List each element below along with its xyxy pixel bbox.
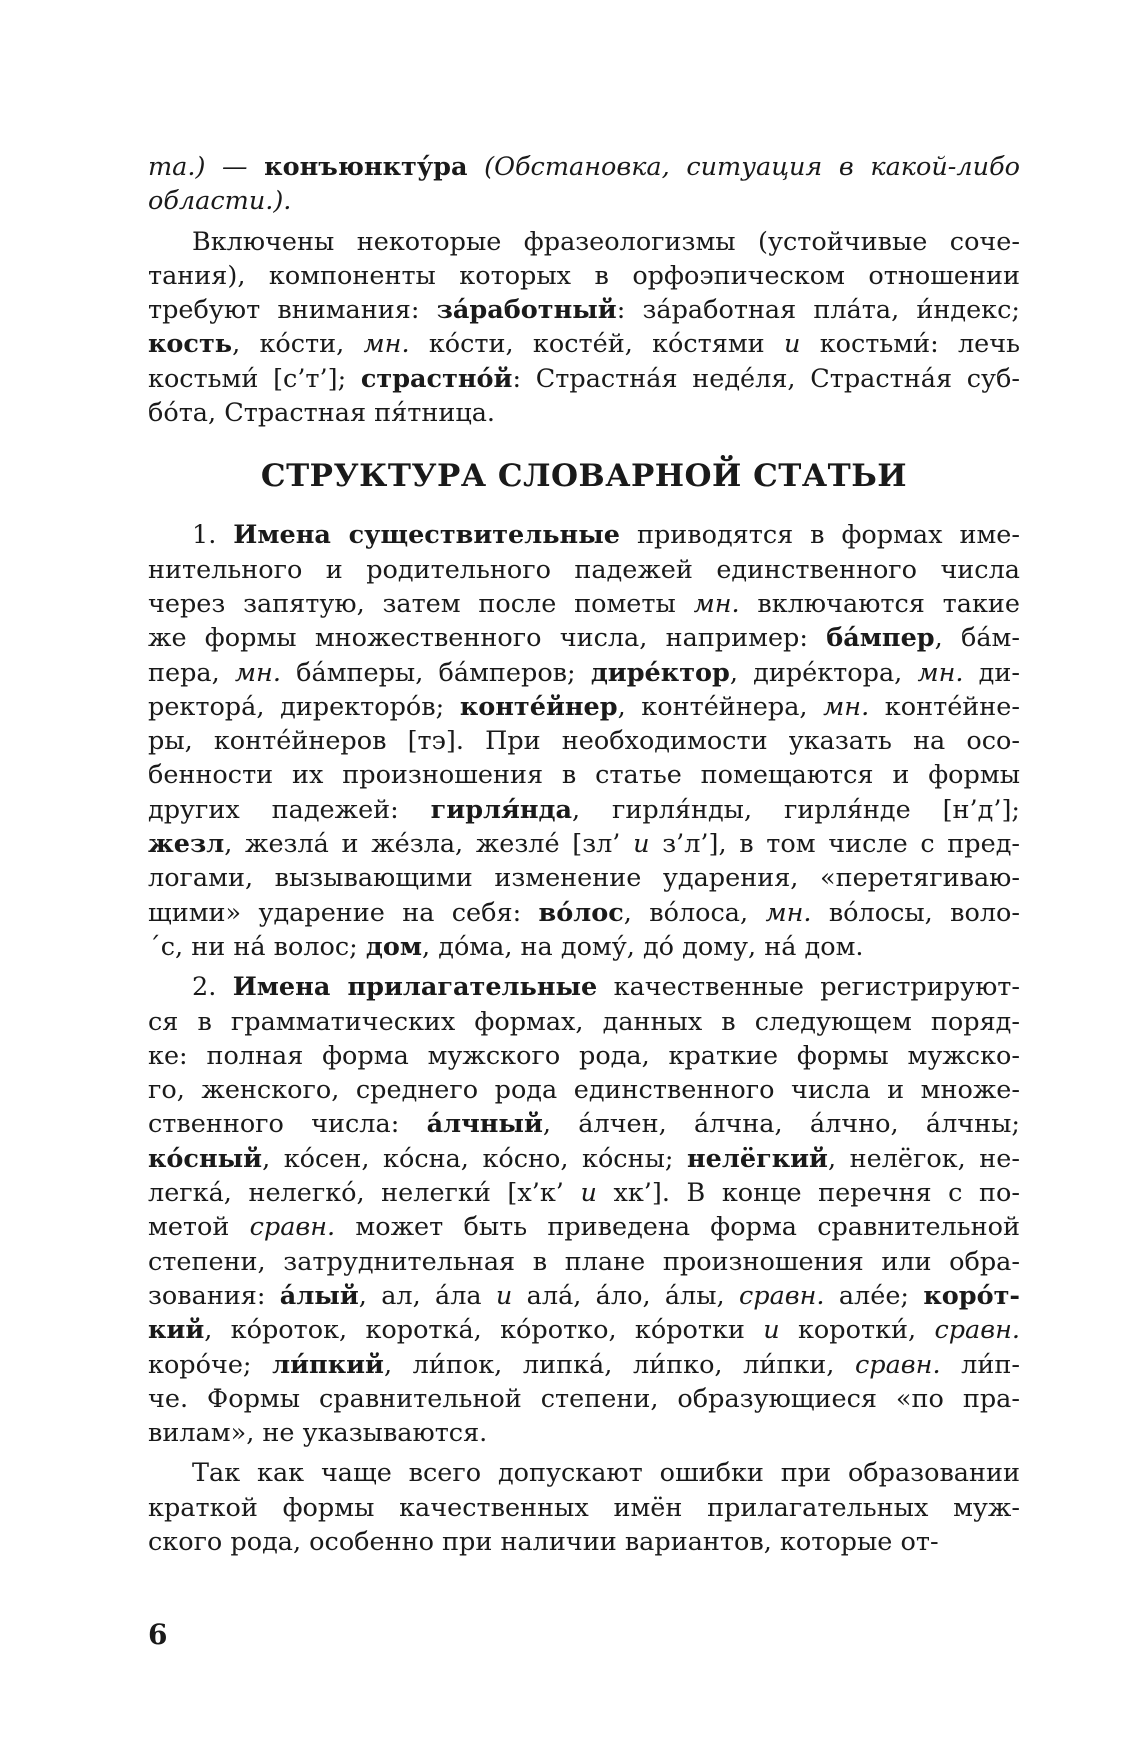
italic-note: мн.	[693, 588, 740, 619]
text-run: щими» ударение на себя:	[148, 897, 539, 928]
italic-note: мн.	[917, 657, 964, 688]
text-line	[148, 259, 1020, 293]
text-line	[148, 827, 1020, 861]
text-run: Включены некоторые фразеологизмы (устойчивые соче-	[192, 226, 1020, 257]
text-line	[148, 396, 1020, 430]
italic-note: и	[783, 329, 801, 360]
text-run: ала́, а́ло, а́лы,	[512, 1280, 739, 1311]
italic-note: (Обстановка, ситуация в какой-либо	[467, 152, 1020, 182]
text-line	[148, 758, 1020, 792]
text-line	[148, 656, 1020, 690]
italic-note: мн.	[823, 691, 870, 722]
headword: ли́пкий	[272, 1349, 384, 1380]
paragraph-p4	[148, 1456, 1020, 1559]
text-run: , дире́ктора,	[729, 657, 918, 688]
text-run: ба́мперы, ба́мперов;	[280, 657, 591, 688]
text-run: , гирля́нды, гирля́нде [н’д’];	[572, 794, 1020, 825]
text-run: степени, затруднительная в плане произношения или обра-	[148, 1246, 1020, 1277]
text-run: ´с, ни на́ волос;	[148, 931, 366, 962]
headword: а́лчный	[426, 1109, 543, 1140]
headword: Имена прилагательные	[232, 972, 598, 1003]
text-run: других падежей:	[148, 794, 431, 825]
text-run: бенности их произношения в статье помещаются и формы	[148, 760, 1020, 791]
text-line	[148, 1176, 1020, 1210]
text-line	[148, 1039, 1020, 1073]
text-run: логами, вызывающими изменение ударения, «перетягиваю-	[148, 863, 1020, 894]
text-run: коро́че;	[148, 1349, 273, 1380]
text-run: во́лосы, воло-	[811, 897, 1020, 928]
italic-note: сравн.	[249, 1212, 336, 1243]
text-line	[148, 518, 1020, 552]
text-line	[148, 1245, 1020, 1279]
text-run: з’л’], в том числе с пред-	[649, 829, 1021, 860]
text-run: 2.	[192, 972, 233, 1003]
text-run: конте́йне-	[869, 691, 1020, 722]
italic-note: мн.	[363, 329, 410, 360]
text-run: через запятую, затем после пометы	[148, 588, 694, 619]
text-line	[148, 1073, 1020, 1107]
italic-note: и	[763, 1315, 780, 1346]
italic-note: и	[580, 1178, 597, 1209]
text-line	[148, 1348, 1020, 1382]
text-run: , ко́роток, коротка́, ко́ротко, ко́ротки	[204, 1315, 764, 1346]
text-line	[148, 1279, 1020, 1313]
italic-note: та.) —	[148, 152, 265, 182]
italic-note: сравн.	[934, 1315, 1020, 1346]
text-line	[148, 1005, 1020, 1039]
text-run: вилам», не указываются.	[148, 1418, 488, 1449]
headword: ба́мпер	[826, 623, 935, 654]
text-run: ственного числа:	[148, 1109, 427, 1140]
text-run: хк’]. В конце перечня с по-	[596, 1178, 1020, 1209]
headword: ко́сный	[148, 1143, 263, 1174]
text-run: краткой формы качественных имён прилагательных муж-	[148, 1492, 1020, 1523]
text-line	[148, 690, 1020, 724]
text-run: : Страстна́я неде́ля, Страстна́я суб-	[512, 363, 1020, 394]
text-run: , ко́сен, ко́сна, ко́сно, ко́сны;	[262, 1143, 688, 1174]
text-run: , ли́пок, липка́, ли́пко, ли́пки,	[383, 1349, 855, 1380]
text-run: , ба́м-	[934, 623, 1021, 654]
text-line	[148, 150, 1020, 184]
paragraph-p3	[148, 970, 1020, 1450]
text-run: , ко́сти,	[232, 329, 364, 360]
text-run: ке: полная форма мужского рода, краткие формы мужско-	[148, 1040, 1020, 1071]
text-run: пера,	[148, 657, 235, 688]
italic-note: сравн.	[855, 1349, 941, 1380]
italic-note: мн.	[234, 657, 281, 688]
text-line	[148, 184, 1020, 218]
italic-note: мн.	[765, 897, 812, 928]
text-run: легка́, нелегко́, нелегки́ [х’к’	[148, 1178, 581, 1209]
text-line	[148, 1491, 1020, 1525]
page-body	[148, 150, 1020, 1559]
text-line	[148, 1210, 1020, 1244]
text-run: , ал, а́ла	[358, 1280, 496, 1311]
section-heading: СТРУКТУРА СЛОВАРНОЙ СТАТЬИ	[260, 458, 908, 495]
text-run: Так как чаще всего допускают ошибки при образовании	[192, 1458, 1020, 1489]
text-line	[148, 793, 1020, 827]
headword: нелёгкий	[687, 1143, 828, 1174]
text-run: нительного и родительного падежей единственного числа	[148, 554, 1020, 585]
text-run: качественные регистрируют-	[597, 972, 1021, 1003]
text-line	[148, 621, 1020, 655]
text-run: ректора́, директоро́в;	[148, 691, 460, 722]
text-run: костьми́: лечь	[800, 329, 1020, 360]
text-line	[148, 1525, 1020, 1559]
text-line	[148, 724, 1020, 758]
headword: во́лос	[538, 897, 624, 928]
text-run: метой	[148, 1212, 250, 1243]
page-number: 6	[148, 1618, 168, 1651]
text-line	[148, 1142, 1020, 1176]
text-run: ского рода, особенно при наличии вариантов, которые от-	[148, 1526, 939, 1557]
text-run: бо́та, Страстная пя́тница.	[148, 398, 496, 429]
italic-note: и	[633, 829, 650, 860]
text-run: ры, конте́йнеров [тэ]. При необходимости указать на осо-	[148, 726, 1020, 757]
italic-note: области.).	[148, 186, 292, 217]
headword: конъюнкту́ра	[264, 152, 468, 182]
text-line	[148, 896, 1020, 930]
text-run: ся в грамматических формах, данных в следующем поряд-	[148, 1006, 1020, 1037]
text-line	[148, 1456, 1020, 1490]
paragraph-p0	[148, 150, 1020, 219]
headword: Имена существительные	[233, 520, 621, 551]
text-run: приводятся в формах име-	[620, 520, 1020, 551]
text-run: требуют внимания:	[148, 295, 437, 326]
headword: кость	[148, 329, 233, 360]
italic-note: сравн.	[738, 1280, 825, 1311]
text-run: зования:	[148, 1280, 280, 1311]
text-line	[148, 587, 1020, 621]
headword: дире́ктор	[590, 657, 730, 688]
text-run: , а́лчен, а́лчна, а́лчно, а́лчны;	[542, 1109, 1021, 1140]
text-run: , во́лоса,	[623, 897, 766, 928]
headword: гирля́нда	[430, 794, 573, 825]
headword: жезл	[148, 829, 225, 860]
headword: а́лый	[279, 1280, 359, 1311]
text-run: ди-	[963, 657, 1020, 688]
text-run: але́е;	[824, 1280, 924, 1311]
text-line	[148, 327, 1020, 361]
headword: за́работный	[436, 295, 617, 326]
text-run: , до́ма, на дому́, до́ дому, на́ дом.	[422, 931, 864, 962]
text-run: включаются такие	[739, 588, 1020, 619]
text-run: : за́работная пла́та, и́ндекс;	[616, 295, 1020, 326]
headword: конте́йнер	[459, 691, 618, 722]
text-line	[148, 293, 1020, 327]
text-line	[148, 861, 1020, 895]
text-run: , конте́йнера,	[617, 691, 824, 722]
italic-note: и	[495, 1280, 513, 1311]
text-run: , нелёгок, не-	[827, 1143, 1020, 1174]
text-line	[148, 1416, 1020, 1450]
paragraph-p2	[148, 518, 1020, 964]
text-line	[148, 225, 1020, 259]
text-run: может быть приведена форма сравнительной	[335, 1212, 1020, 1243]
headword: кий	[148, 1315, 205, 1346]
headword: дом	[365, 931, 423, 962]
text-run: че. Формы сравнительной степени, образующиеся «по пра-	[148, 1383, 1020, 1414]
text-run: го, женского, среднего рода единственного числа и множе-	[148, 1075, 1020, 1106]
headword: коро́т-	[923, 1280, 1020, 1311]
text-run: же формы множественного числа, например:	[148, 623, 827, 654]
text-run: 1.	[192, 520, 234, 551]
text-run: , жезла́ и же́зла, жезле́ [зл’	[224, 829, 634, 860]
paragraph-p1	[148, 225, 1020, 431]
text-line	[148, 1313, 1020, 1347]
text-line	[148, 1107, 1020, 1141]
text-line	[148, 1382, 1020, 1416]
headword: страстно́й	[360, 363, 513, 394]
text-line	[148, 362, 1020, 396]
text-run: костьми́ [с’т’];	[148, 363, 361, 394]
text-run: ли́п-	[940, 1349, 1020, 1380]
text-run: тания), компоненты которых в орфоэпическом отношении	[148, 260, 1020, 291]
text-line	[148, 930, 1020, 964]
text-line	[148, 970, 1020, 1004]
text-run: коротки́,	[779, 1315, 935, 1346]
text-line	[148, 553, 1020, 587]
text-run: ко́сти, косте́й, ко́стями	[409, 329, 784, 360]
